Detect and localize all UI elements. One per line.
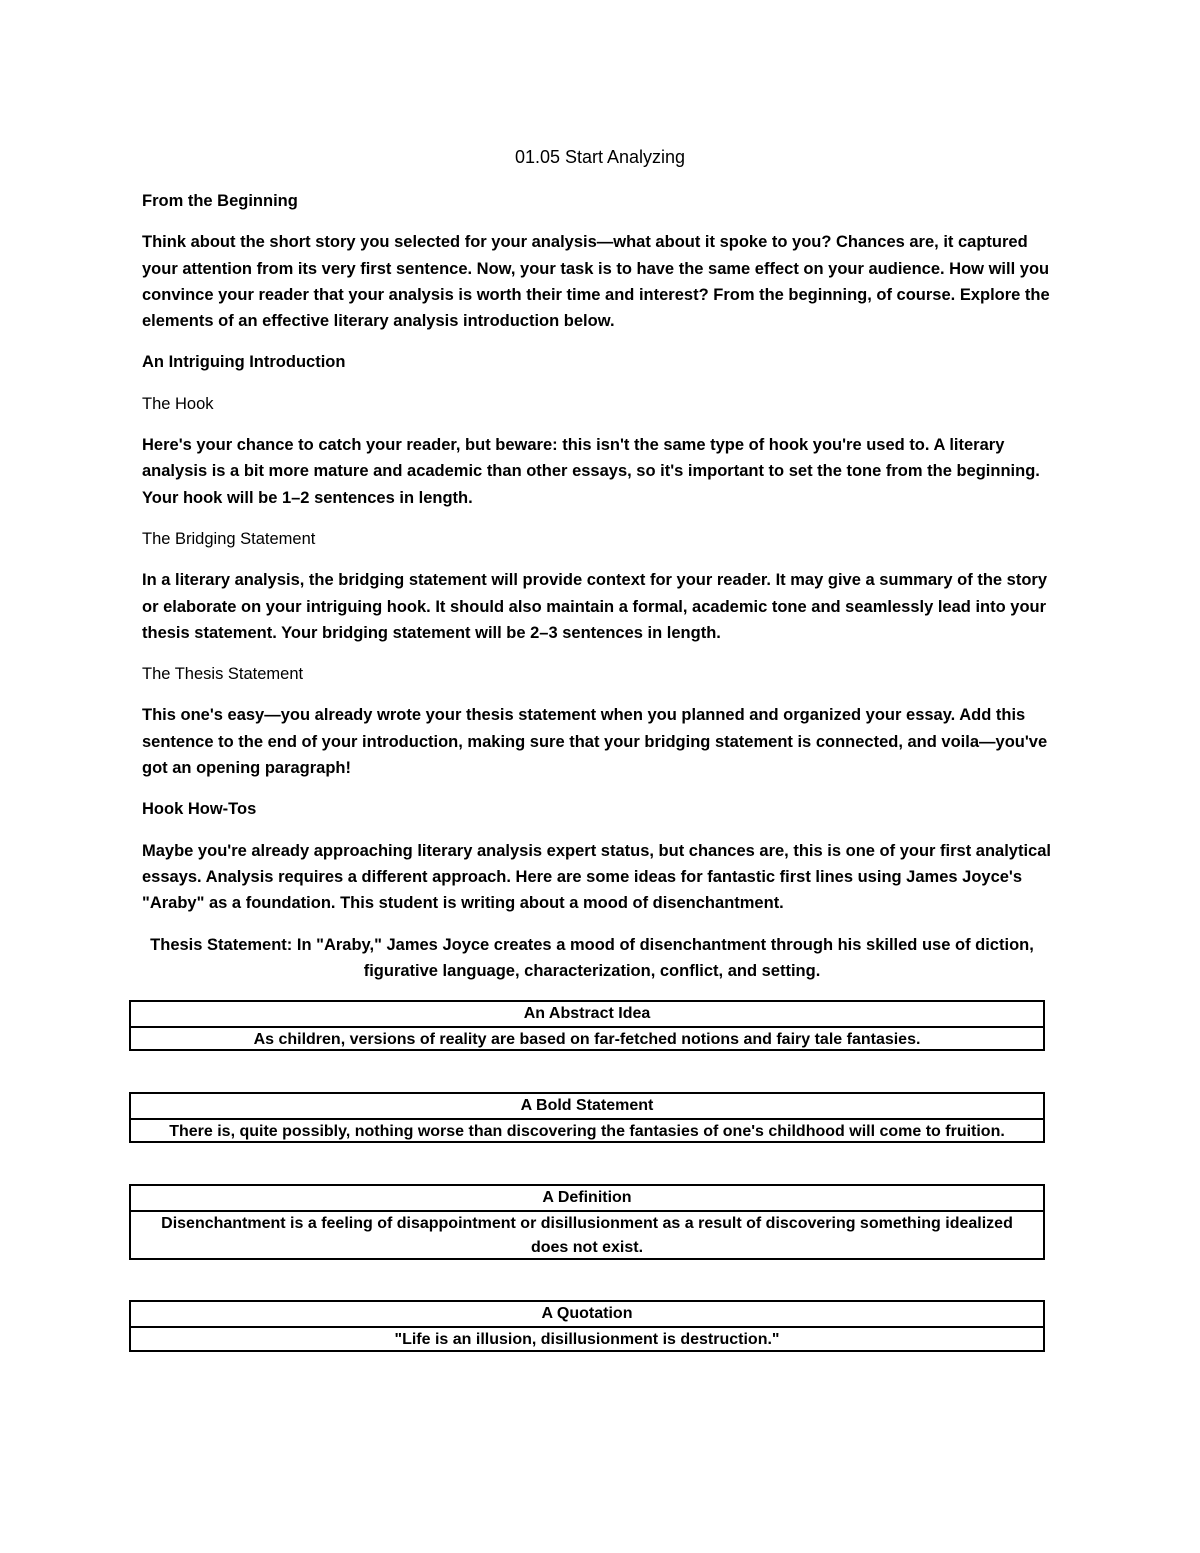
example-text: "Life is an illusion, disillusionment is destruction." (394, 1331, 780, 1348)
example-table-definition (129, 1184, 1045, 1260)
thesis-paragraph: This one's easy—you already wrote your thesis statement when you planned and organized your essay. Add this sentence to the end of your introduction, making sure that your bridging statement is connected, and voila—you've got an opening paragraph! (142, 706, 1048, 778)
example-label: A Bold Statement (131, 1094, 1043, 1120)
example-text: Disenchantment is a feeling of disappointment or disillusionment as a result of discovering something idealized does not exist. (161, 1215, 1013, 1256)
howtos-paragraph: Maybe you're already approaching literary analysis expert status, but chances are, this is one of your first analytical essays. Analysis requires a different approach. Here are some ideas for fantastic first lines using James Joyce's "Araby" as a foundation. This student is writing about a mood of disenchantment. (142, 841, 1051, 913)
example-label: A Definition (131, 1186, 1043, 1212)
example-label: A Quotation (131, 1302, 1043, 1328)
section-heading-howtos: Hook How-Tos (142, 800, 257, 819)
example-label: An Abstract Idea (131, 1002, 1043, 1028)
thesis-subheading: The Thesis Statement (142, 665, 304, 684)
example-table-quotation (129, 1300, 1045, 1352)
document-body (142, 188, 1067, 932)
bridging-paragraph: In a literary analysis, the bridging statement will provide context for your reader. It may give a summary of the story or elaborate on your intriguing hook. It should also maintain a formal, academic tone and seamlessly lead into your thesis statement. Your bridging statement will be 2–3 sentences in length. (142, 571, 1048, 642)
example-text: As children, versions of reality are based on far-fetched notions and fairy tale fantasies. (253, 1031, 921, 1048)
beginning-paragraph: Think about the short story you selected for your analysis—what about it spoke to you? Chances are, it captured your attention from its very first sentence. Now, your task is to have the same effect on your audience. How will you convince your reader that your analysis is worth their time and interest? From the beginning, of course. Explore the elements of an effective literary analysis introduction below. (142, 233, 1050, 331)
example-text: There is, quite possibly, nothing worse than discovering the fantasies of one's childhood will come to fruition. (169, 1123, 1005, 1140)
example-table-abstract-idea (129, 1000, 1045, 1051)
page-title: 01.05 Start Analyzing (514, 147, 686, 167)
section-heading-beginning: From the Beginning (142, 192, 298, 210)
section-heading-introduction: An Intriguing Introduction (142, 353, 346, 372)
example-table-bold-statement (129, 1092, 1045, 1143)
hook-paragraph: Here's your chance to catch your reader, but beware: this isn't the same type of hook you're used to. A literary analysis is a bit more mature and academic than other essays, so it's important to set the tone from the beginning. Your hook will be 1–2 sentences in length. (142, 436, 1040, 507)
thesis-statement: Thesis Statement: In "Araby," James Joyce creates a mood of disenchantment through his skilled use of diction, figurative language, characterization, conflict, and setting. (150, 936, 1034, 981)
bridging-subheading: The Bridging Statement (142, 529, 316, 548)
hook-subheading: The Hook (142, 394, 214, 413)
